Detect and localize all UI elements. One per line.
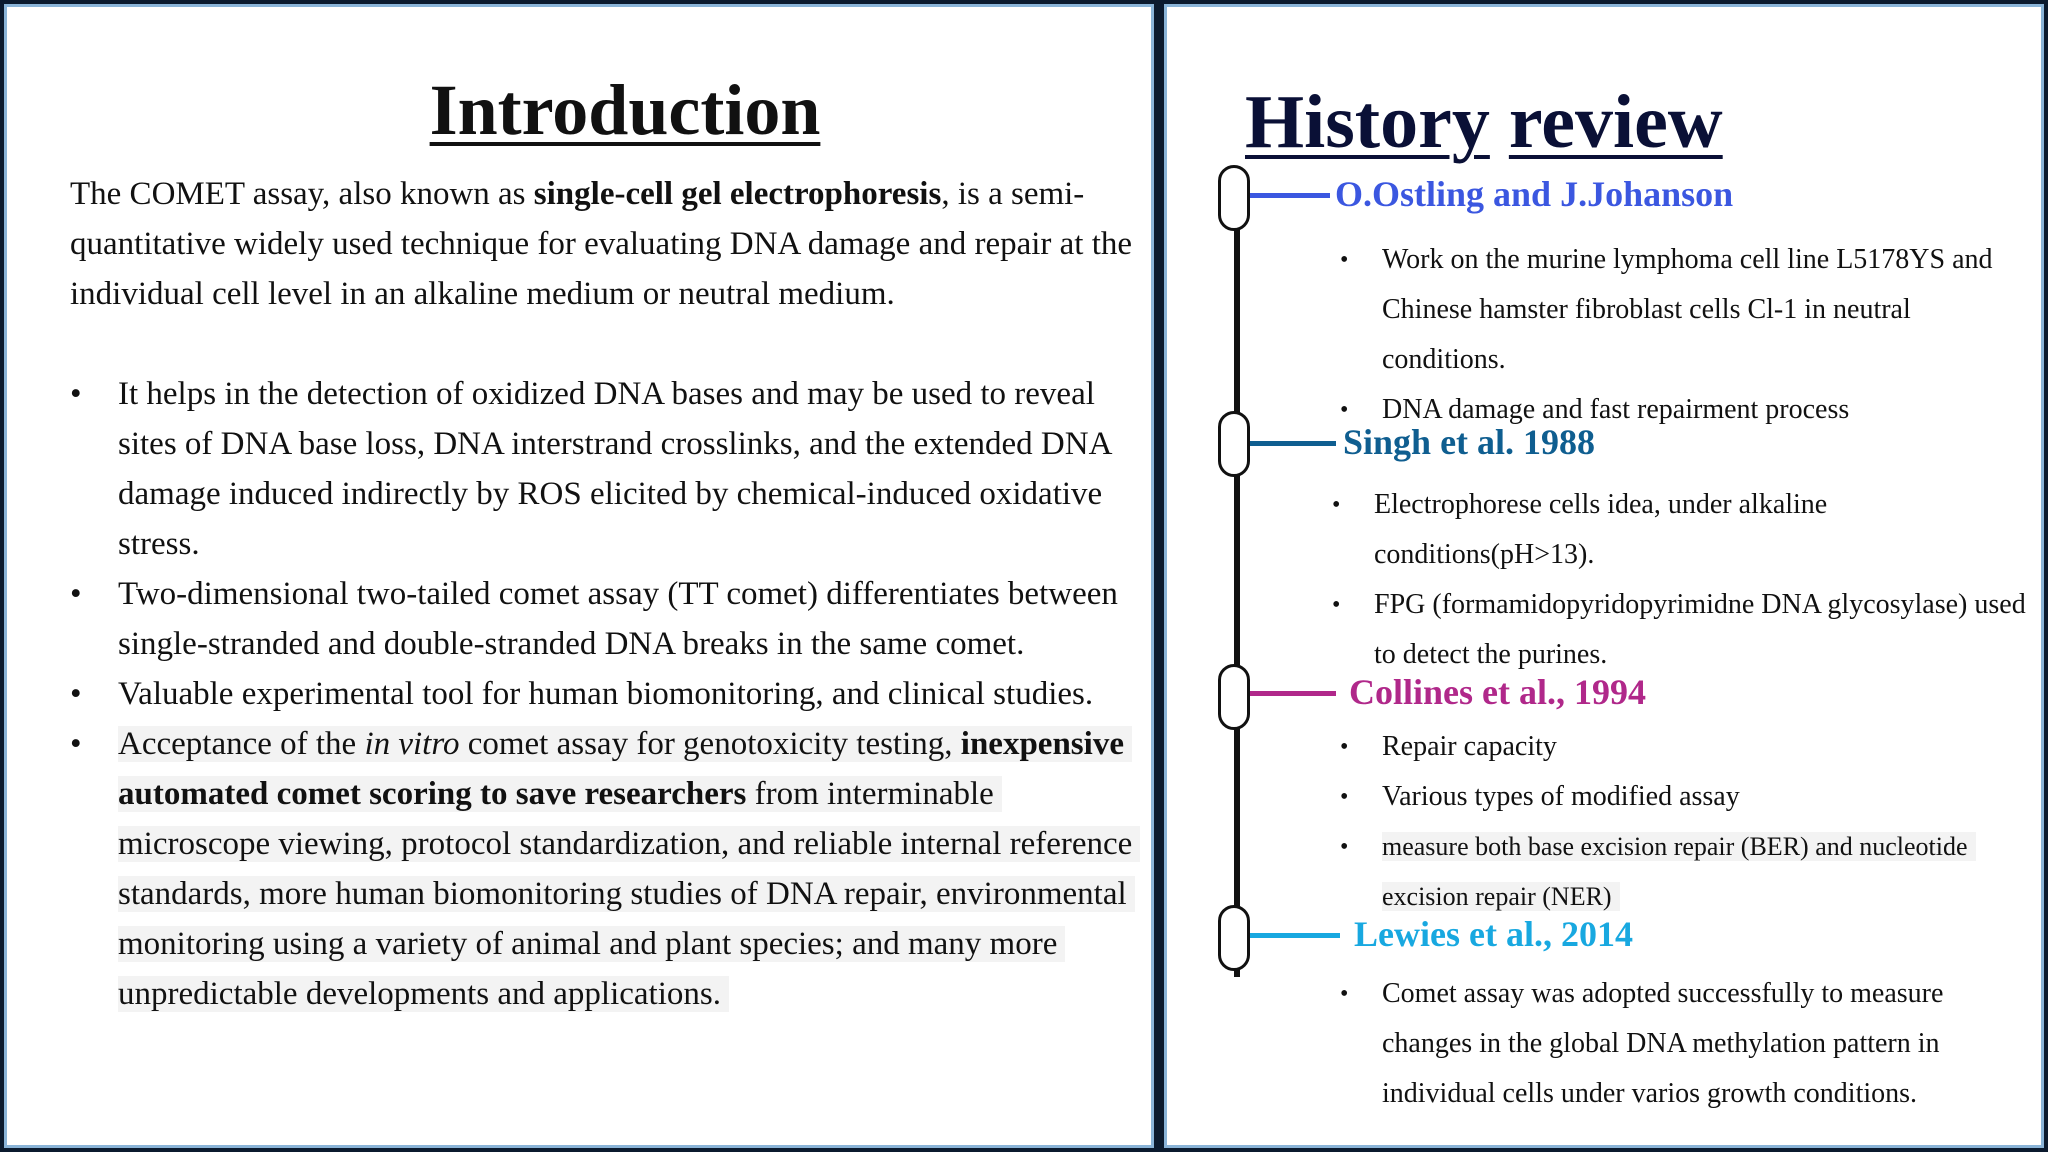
era-title-singh: Singh et al. 1988 — [1343, 422, 1596, 462]
bullet-icon: • — [70, 726, 82, 762]
bullet-icon: • — [1340, 834, 1349, 860]
bullet-text: It helps in the detection of oxidized DNA bases and may be used to reveal sites of DNA base loss, DNA interstrand crosslinks, and the extended DNA damage induced indirectly by ROS elicited by chemical-induced oxidative stress. — [118, 376, 1111, 562]
bullet-icon: • — [1340, 981, 1349, 1007]
history-review-panel — [1164, 4, 2044, 1148]
bullet-icon: • — [1340, 784, 1349, 810]
bullet-text: Two-dimensional two-tailed comet assay (TT comet) differentiates between single-stranded and double-stranded DNA breaks in the same comet. — [118, 576, 1118, 662]
highlighted-bullet-text — [118, 726, 1140, 1012]
bullet-icon: • — [1332, 592, 1341, 618]
list-item — [1332, 480, 2042, 580]
introduction-paragraph — [70, 169, 1150, 319]
era-title-lewies: Lewies et al., 2014 — [1354, 914, 1633, 954]
bullet-text: Valuable experimental tool for human biomonitoring, and clinical studies. — [118, 676, 1094, 712]
timeline-node — [1218, 411, 1250, 477]
list-item — [1340, 722, 2040, 772]
bullet-text-part: Acceptance of the — [118, 726, 365, 762]
timeline-node — [1218, 905, 1250, 971]
bullet-icon: • — [70, 376, 82, 412]
era-title-ostling: O.Ostling and J.Johanson — [1335, 174, 1734, 214]
list-item — [70, 369, 1150, 569]
era-title-collines: Collines et al., 1994 — [1349, 672, 1646, 712]
list-item — [1340, 772, 2040, 822]
intro-para-text-end: , is a semi-quantitative widely used technique for evaluating DNA damage and repair at the individual cell level in an alkaline medium or neutral medium. — [70, 176, 1133, 312]
bullet-icon: • — [70, 576, 82, 612]
era-item-text: Various types of modified assay — [1382, 781, 1740, 812]
list-item — [1340, 822, 2040, 922]
list-item — [70, 669, 1150, 719]
bullet-icon: • — [1340, 397, 1349, 423]
era-item-text: Electrophorese cells idea, under alkaline conditions(pH>13). — [1374, 489, 1828, 570]
timeline-connector — [1250, 933, 1340, 938]
timeline-connector — [1250, 441, 1336, 446]
era-list-ostling — [1340, 235, 2040, 435]
timeline-connector — [1250, 193, 1330, 198]
era-item-text: measure both base excision repair (BER) and nucleotide excision repair (NER) — [1382, 832, 1976, 911]
bullet-text-italic: in vitro — [364, 726, 460, 762]
bullet-text-bold: inexpensive automated comet scoring to save researchers — [118, 726, 1124, 812]
bullet-icon: • — [1340, 247, 1349, 273]
era-list-singh — [1332, 480, 2042, 680]
era-item-text: Repair capacity — [1382, 731, 1557, 762]
introduction-title: Introduction — [429, 70, 821, 150]
timeline-node — [1218, 664, 1250, 730]
era-item-text: Work on the murine lymphoma cell line L5178YS and Chinese hamster fibroblast cells Cl-1 in neutral conditions. — [1382, 244, 1993, 375]
list-item — [70, 719, 1150, 1019]
bullet-icon: • — [1332, 492, 1341, 518]
timeline-line — [1234, 187, 1240, 977]
list-item — [1340, 235, 2040, 385]
intro-para-text: The COMET assay, also known as — [70, 176, 534, 212]
history-review-title — [1245, 79, 1723, 166]
list-item — [70, 569, 1150, 669]
era-list-collines — [1340, 722, 2040, 922]
intro-para-bold: single-cell gel electrophoresis — [533, 176, 942, 212]
list-item — [1340, 969, 2040, 1119]
era-item-text: DNA damage and fast repairment process — [1382, 394, 1850, 425]
bullet-text-part: from interminable microscope viewing, protocol standardization, and reliable internal reference standards, more human biomonitoring studies of DNA repair, environmental monitoring using a variety of animal and plant species; and many more unpredictable developments and applications. — [118, 776, 1133, 1012]
history-title-word: review — [1508, 80, 1723, 164]
introduction-bullet-list — [70, 369, 1150, 1019]
era-item-text: FPG (formamidopyridopyrimidne DNA glycosylase) used to detect the purines. — [1374, 589, 2026, 670]
introduction-panel — [4, 4, 1154, 1148]
era-item-text: Comet assay was adopted successfully to measure changes in the global DNA methylation pattern in individual cells under varios growth conditions. — [1382, 978, 1944, 1109]
bullet-icon: • — [1340, 734, 1349, 760]
bullet-text-part: comet assay for genotoxicity testing, — [459, 726, 961, 762]
history-title-word: History — [1245, 80, 1490, 164]
bullet-icon: • — [70, 676, 82, 712]
list-item — [1332, 580, 2042, 680]
timeline-connector — [1250, 691, 1336, 696]
era-list-lewies — [1340, 969, 2040, 1119]
timeline-node — [1218, 165, 1250, 231]
